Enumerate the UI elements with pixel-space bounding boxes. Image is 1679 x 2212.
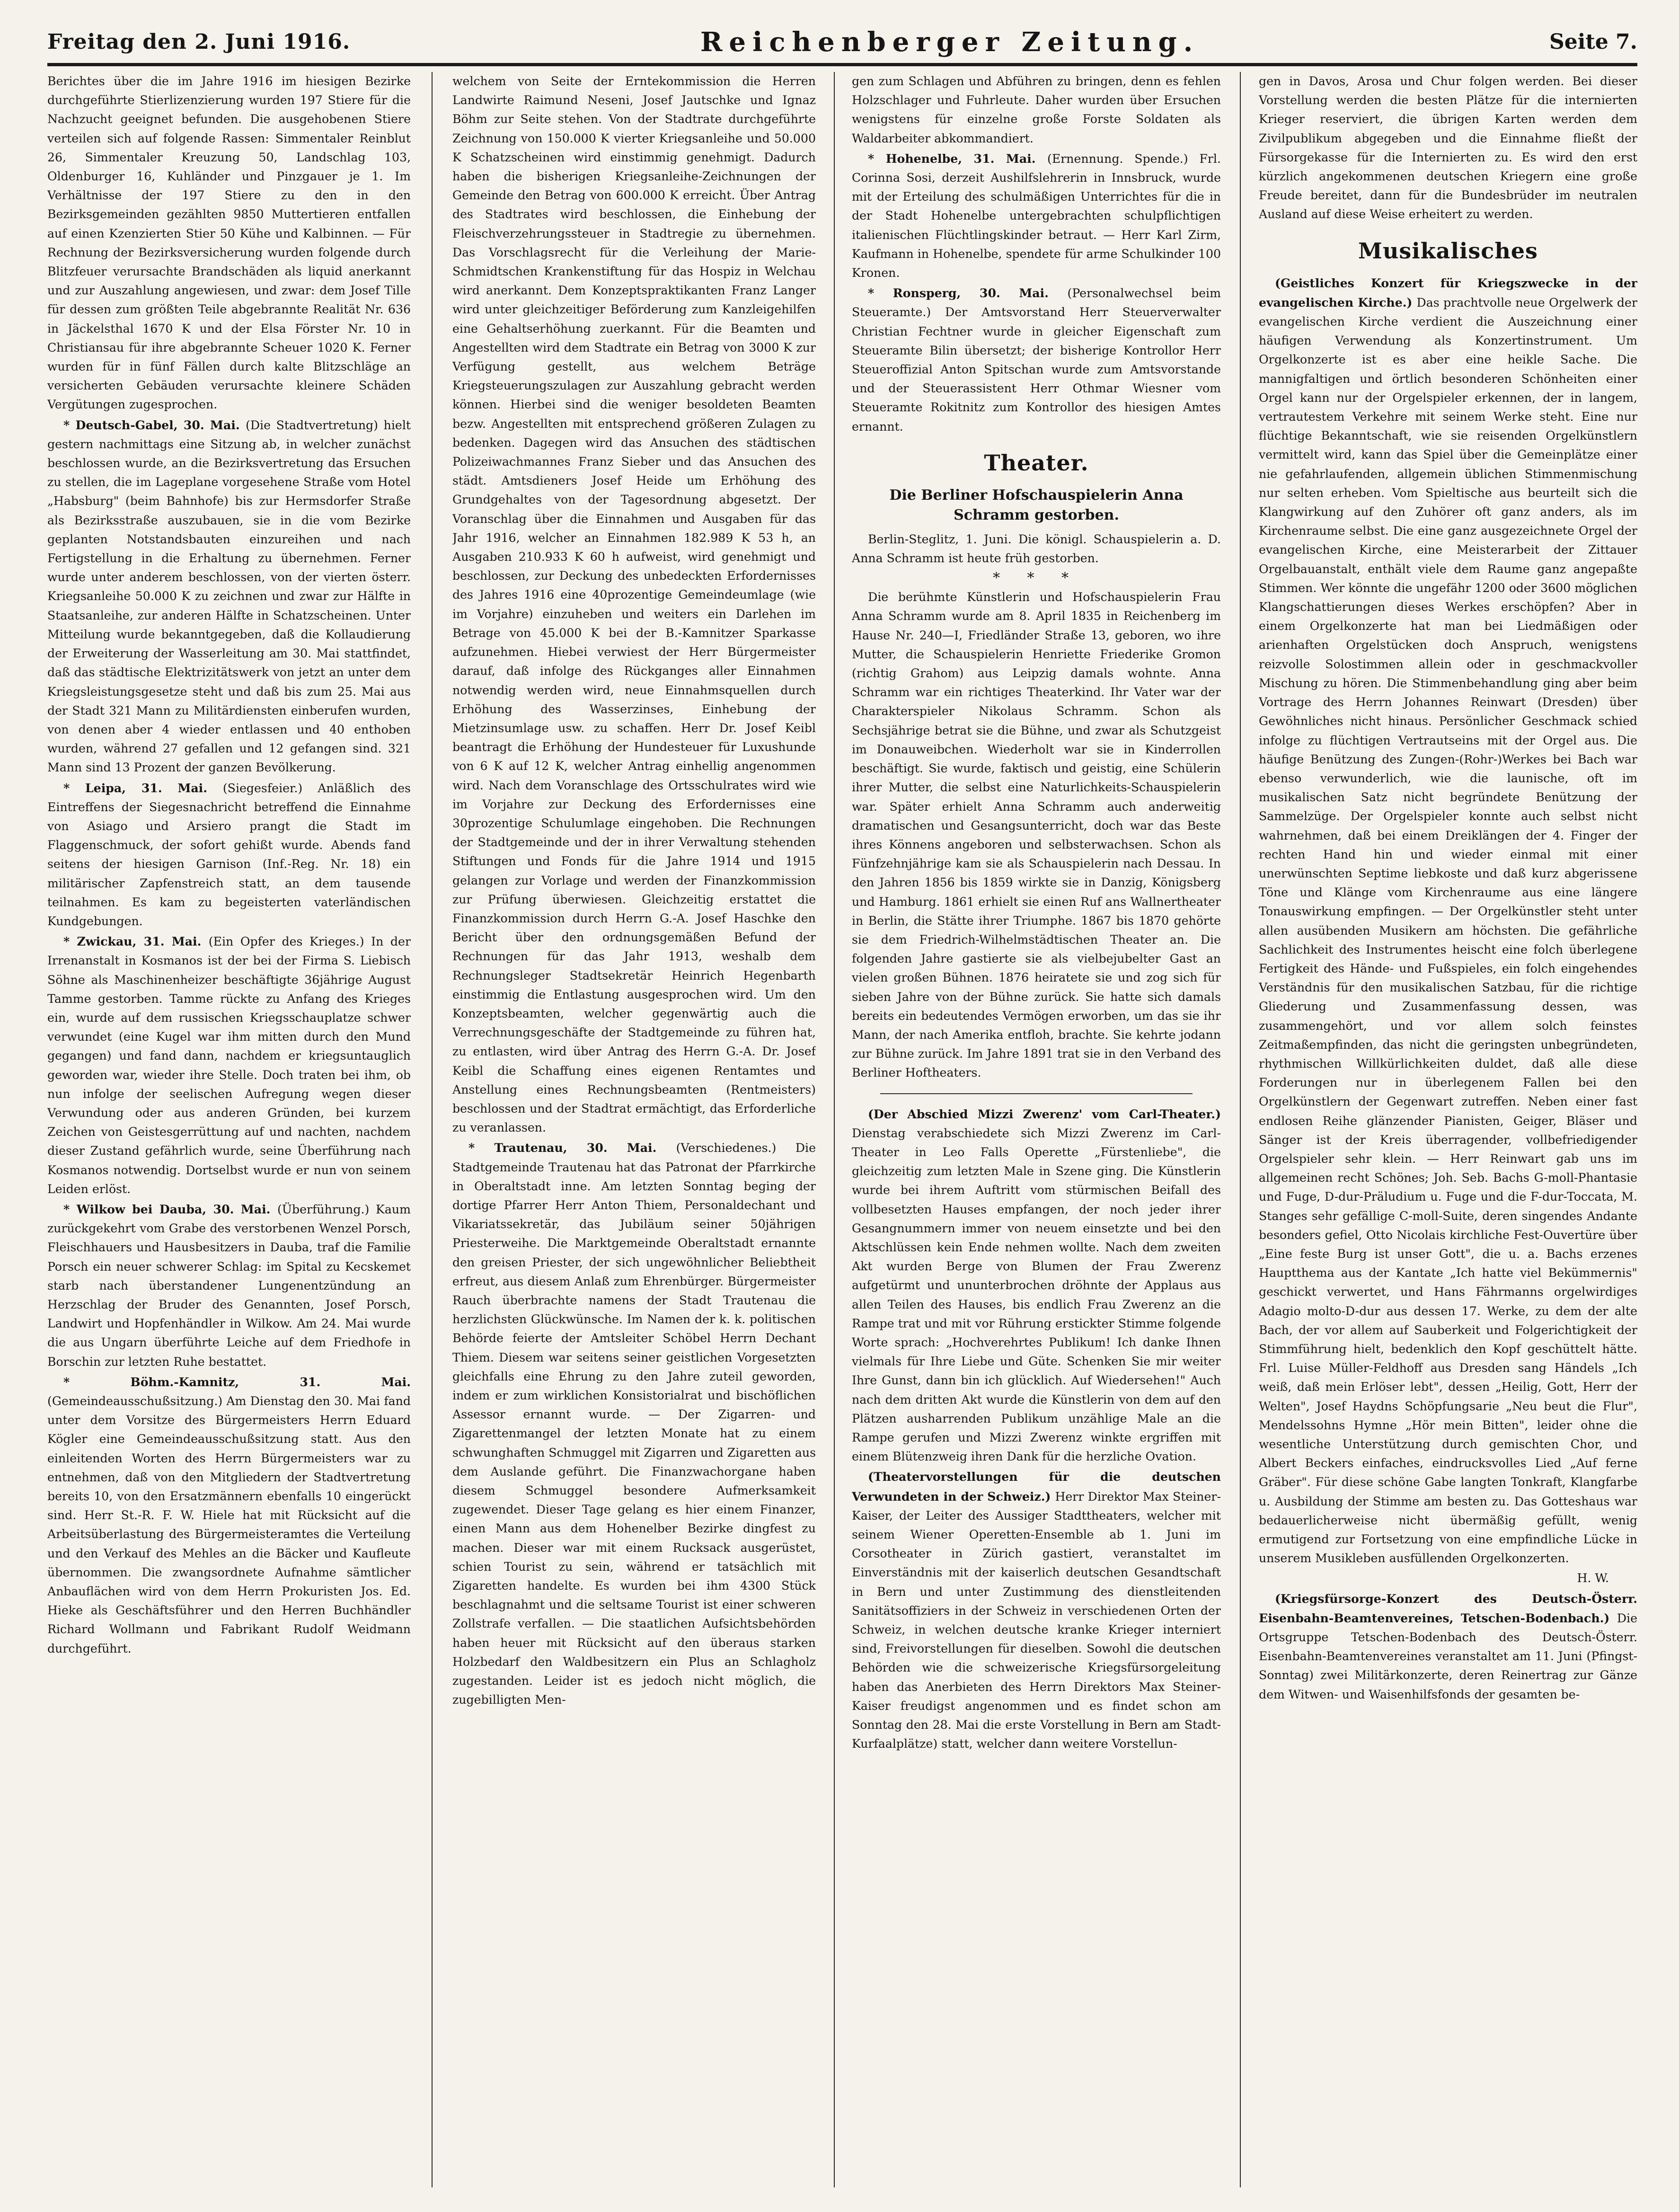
column-rule (1240, 72, 1241, 2187)
page-number: Seite 7. (1549, 30, 1637, 54)
article-text: Das prachtvolle neue Orgelwerk der evangelischen Kirche verdient die Auszeichnung einer häufigen Verwendung als Konzertinstrument. Um Orgelkonzerte ist es aber eine heikle Sache. Die mannigfaltigen und örtlich besonderen Schönheiten einer Orgel kann nur der Orgelspieler erkennen, der in langem, vertrautestem Verkehre mit seinem Werke steht. Eine nur flüchtige Bekanntschaft, wie sie reisenden Orgelkünstlern vermittelt wird, kann das Spiel über die Gemeinplätze einer nie gefahrlaufenden, allgemein üblichen Stimmenmischung nur selten erheben. Vom Spieltische aus beurteilt sich die Klangwirkung auf den Zuhörer oft ganz anders, als im Kirchenraume selbst. Die eine ganz ausgezeichnete Orgel der evangelischen Kirche, eine Meisterarbeit der Zittauer Orgelbauanstalt, enthält viele dem Raume ganz angepaßte Stimmen. Wer könnte die ungefähr 1200 oder 3600 möglichen Klangschattierungen dieses Werkes erschöpfen? Aber in einem Orgelkonzerte hat man bei Liedmäßigen oder arienhaften Orgelstücken doch Anspruch, wenigstens reizvolle Solostimmen allein oder in geschmackvoller Mischung zu hören. Die Stimmenbehandlung ging aber beim Vortrage des Herrn Johannes Reinwart (Dresden) über Gewöhnliches nicht hinaus. Persönlicher Geschmack schied infolge zu flüchtigen Vertrautseins mit der Orgel aus. Die häufige Benützung des Zungen-(Rohr-)Werkes bei Bach war ebenso verwunderlich, wie die launische, oft im musikalischen Satz nicht begründete Benützung der Sammelzüge. Der Orgelspieler konnte auch selbst nicht wahrnehmen, daß bei einem Dreiklängen der 4. Finger der rechten Hand hin und wieder einmal mit einer unerwünschten Septime liebkoste und daß kurz abgerissene Töne und Klänge vom Kirchenraume aus eine längere Tonauswirkung empfingen. — Der Orgelkünstler steht unter allen ausübenden Musikern am höchsten. Die gefährliche Sachlichkeit des Instrumentes heischt eine folch überlegene Fertigkeit des Hände- und Fußspieles, ein folch eingehendes Verständnis für den musikalischen Satzbau, für die richtige Gliederung und Zusammenfassung dessen, was zusammengehört, und vor allem solch feinstes Zeitmaßempfinden, das nicht die geringsten unbegründeten, rhythmischen Willkürlichkeiten duldet, daß alle diese Forderungen nur in überlegenem Fallen bei den Orgelkünstlern der Gegenwart zutreffen. Neben einer fast endlosen Reihe glänzender Pianisten, Geiger, Bläser und Sänger ist der Kreis überragender, vollbefriedigender Orgelspieler sehr klein. — Herr Reinwart gab uns im allgemeinen recht Schönes; Joh. Seb. Bachs G-moll-Phantasie und Fuge, D-dur-Präludium u. Fuge und die F-dur-Toccata, M. Stanges sehr gefällige C-moll-Suite, deren singendes Andante besonders gefiel, Otto Nicolais kirchliche Fest-Ouvertüre über „Eine feste Burg ist unser Gott", die u. a. Bachs erzenes Hauptthema aus der Kantate „Ich hatte viel Bekümmernis" geschickt verwertet, und Hans Fährmanns orgelwirdiges Adagio molto-D-dur aus dessen 17. Werke, zu dem der alte Bach, der vor allem auf Sauberkeit und Folgerichtigkeit der Stimmführung hielt, bedenklich den Kopf geschüttelt hätte. Frl. Luise Müller-Feldhoff aus Dresden sang Händels „Ich weiß, daß mein Erlöser lebt", dessen „Heilig, Gott, Herr der Welten", Josef Haydns Schöpfungsarie „Neu beut die Flur", Mendelssohns Hymne „Hör mein Bitten", leider ohne die wesentliche Unterstützung durch gemischten Chor, und Albert Beckers einfaches, eindrucksvolles Lied „Auf ferne Gräber". Für diese schöne Gabe langten Tonkraft, Klangfarbe u. Ausbildung der Stimme am besten zu. Das Gotteshaus war bedauerlicherweise nicht übermäßig gefüllt, wenig ermutigend zur Fortsetzung von eine empfindliche Lücke in unserem Musikleben ausfüllenden Orgelkonzerten. (1259, 295, 1637, 1566)
article-paragraph (47, 416, 411, 778)
column-2 (452, 72, 816, 2187)
article-paragraph (452, 1138, 816, 1709)
article-text: welchem von Seite der Erntekommission die Herren Landwirte Raimund Neseni, Josef Jautschke und Ignaz Böhm zur Seite stehen. Von der Stadtrate durchgeführte Zeichnung von 150.000 K vierter Kriegsanleihe und 50.000 K Schatzscheinen wird einstimmig genehmigt. Dadurch haben die bisherigen Kriegsanleihe-Zeichnungen der Gemeinde den Betrag von 600.000 K erreicht. Über Antrag des Stadtrates wird beschlossen, die Einhebung der Fleischverzehrungssteuer in Stadtregie zu übernehmen. Das Vorschlagsrecht für die Verleihung der Marie-Schmidtschen Krankenstiftung für das Hospiz in Welchau wird anerkannt. Dem Konzeptspraktikanten Franz Langer wird unter gleichzeitiger Beförderung zum Kanzleigehilfen eine Gehaltserhöhung zuerkannt. Für die Beamten und Angestellten wird dem Stadtrate ein Betrag von 3000 K zur Verfügung gestellt, aus welchem Beträge Kriegsteuerungszulagen zur Auszahlung gebracht werden können. Hierbei sind die weniger besoldeten Beamten bezw. Angestellten mit entsprechend größeren Zulagen zu bedenken. Dagegen wird das Ansuchen des städtischen Polizeiwachmannes Franz Sieber und das Ansuchen des städt. Amtsdieners Josef Heide um Erhöhung des Grundgehaltes von der Tagesordnung abgesetzt. Der Voranschlag über die Einnahmen und Ausgaben für das Jahr 1916, welcher an Einnahmen 182.989 K 53 h, an Ausgaben 210.933 K 60 h aufweist, wird genehmigt und beschlossen, zur Deckung des unbedeckten Erfordernisses des Jahres 1916 eine 40prozentige Gemeindeumlage (wie im Vorjahre) einzuheben und weiters ein Darlehen im Betrage von 45.000 K bei der B.-Kamnitzer Sparkasse aufzunehmen. Hiebei verwiest der Herr Bürgermeister darauf, daß infolge des Rückganges aller Einnahmen notwendig werden wird, neue Einnahmsquellen durch Erhöhung des Wasserzinses, Einhebung der Mietzinsumlage usw. zu schaffen. Herr Dr. Josef Keibl beantragt die Erhöhung der Hundesteuer für Luxushunde von 6 K auf 12 K, welcher Antrag einhellig angenommen wird. Nach dem Voranschlage des Ortsschulrates wird wie im Vorjahre zur Deckung des Erfordernisses eine 30prozentige Schulumlage eingehoben. Die Rechnungen der Stadtgemeinde und der in ihrer Verwaltung stehenden Stiftungen und Fonds für die Jahre 1914 und 1915 gelangen zur Vorlage und werden der Finanzkommission zur Prüfung überwiesen. Gleichzeitig erstattet die Finanzkommission durch Herrn G.-A. Josef Haschke den Bericht über den ordnungsgemäßen Befund der Rechnungen für das Jahr 1913, weshalb dem Rechnungsleger Stadtsekretär Heinrich Hegenbarth einstimmig die Entlastung ausgesprochen wird. Um den Konzeptsbeamten, welcher gegenwärtig auch die Verrechnungsgeschäfte der Stadtgemeinde zu führen hat, zu entlasten, wird über Antrag des Herrn G.-A. Dr. Josef Keibl die Schaffung eines eigenen Rentamtes und Anstellung eines Rechnungsbeamten (Rentmeisters) beschlossen und der Stadtrat ermächtigt, das Erforderliche zu veranlassen. (452, 74, 816, 1135)
article-paragraph (1259, 274, 1637, 1568)
article-text: (Siegesfeier.) Anläßlich des Eintreffens der Siegesnachricht betreffend die Einnahme von Asiago und Arsiero prangt die Stadt im Flaggenschmuck, der sofort gehißt wurde. Abends fand seitens der hiesigen Garnison (Inf.-Reg. Nr. 18) ein militärischer Zapfenstreich statt, an dem tausende teilnahmen. Es kam zu begeisterten vaterländischen Kundgebungen. (47, 781, 411, 928)
article-paragraph (47, 72, 411, 415)
article-text: (Die Stadtvertretung) hielt gestern nachmittags eine Sitzung ab, in welcher zunächst beschlossen wurde, an die Bezirksvertretung das Ersuchen zu stellen, die im Lageplane vorgesehene Straße vom Hotel „Habsburg" (beim Bahnhofe) bis zur Hermsdorfer Straße als Bezirksstraße auszubauen, sie in die vom Bezirke geplanten Notstandsbauten einzureihen und nach Fertigstellung in die Erhaltung zu übernehmen. Ferner wurde unter anderem beschlossen, von der vierten österr. Kriegsanleihe 50.000 K zu zeichnen und zwar zur Hälfte in Staatsanleihe, zur anderen Hälfte in Schatzscheinen. Unter Mitteilung wurde bekanntgegeben, daß die Kollaudierung der Erweiterung der Wasserleitung am 30. Mai stattfindet, daß das städtische Elektrizitätswerk von jetzt an unter dem Kriegsleistungsgesetze steht und daß bis zum 25. Mai aus der Stadt 321 Mann zu Militärdiensten einberufen wurden, von denen aber 4 wieder entlassen und 40 enthoben wurden, während 27 gefallen und 12 gefangen sind. 321 Mann sind 13 Prozent der ganzen Bevölkerung. (47, 418, 411, 775)
article-paragraph (47, 1372, 411, 1658)
section-heading: Musikalisches (1358, 238, 1538, 264)
newspaper-title: Reichenberger Zeitung. (700, 26, 1200, 58)
article-text: Dienstag verabschiedete sich Mizzi Zwerenz im Carl-Theater in Leo Falls Operette „Fürstenliebe", die gleichzeitig zum letzten Male in Szene ging. Die Künstlerin wurde bei ihrem Auftritt vom stürmischen Beifall des vollbesetzten Hauses empfangen, der noch jeder ihrer Gesangnummern immer von neuem einsetzte und bei den Aktschlüssen kein Ende nehmen wollte. Nach dem zweiten Akt wurden Berge von Blumen der Frau Zwerenz aufgetürmt und ununterbrochen dröhnte der Applaus aus allen Teilen des Hauses, bis endlich Frau Zwerenz an die Rampe trat und mit vor Rührung erstickter Stimme folgende Worte sprach: „Hochverehrtes Publikum! Ich danke Ihnen vielmals für Ihre Liebe und Güte. Schenken Sie mir weiter Ihre Gunst, dann bin ich glücklich. Auf Wiedersehen!" Auch nach dem dritten Akt wurde die Künstlerin von dem auf den Plätzen ausharrenden Publikum unzählige Male an die Rampe gerufen und Mizzi Zwerenz winkte ergriffen mit einem Blütenzweig ihren Dank für die herzliche Ovation. (852, 1126, 1221, 1464)
article-dateline: * Zwickau, 31. Mai. (63, 934, 209, 949)
article-dateline: (Der Abschied Mizzi Zwerenz' vom Carl-Theater.) (868, 1106, 1221, 1121)
column-1 (47, 72, 411, 2187)
article-paragraph (47, 932, 411, 1199)
article-dateline: * Ronsperg, 30. Mai. (868, 286, 1068, 301)
article-headline: Die Berliner Hofschauspielerin Anna Schramm gestorben. (889, 487, 1184, 523)
separator-stars: * * * (992, 570, 1080, 587)
article-dateline: * Leipa, 31. Mai. (63, 780, 223, 795)
article-text: Die berühmte Künstlerin und Hofschauspielerin Frau Anna Schramm wurde am 8. April 1835 in Reichenberg im Hause Nr. 240—I, Friedländer Straße 13, geboren, wo ihre Mutter, die Schauspielerin Henriette Friederike Gromon (richtig Grahom) aus Leipzig damals wohnte. Anna Schramm war ein richtiges Theaterkind. Ihr Vater war der Charakterspieler Nikolaus Schramm. Schon als Sechsjährige betrat sie die Bühne, und zwar als Schutzgeist im Donauweibchen. Wiederholt war sie in Kinderrollen beschäftigt. Sie wurde, faktisch und geistig, eine Schülerin ihrer Mutter, die selbst eine Naturlichkeits-Schauspielerin war. Später erhielt Anna Schramm auch anderweitig dramatischen und Gesangsunterricht, doch war das Beste ihres Könnens angeboren und selbsterwachsen. Schon als Fünfzehnjährige kam sie als Schauspielerin nach Dessau. In den Jahren 1856 bis 1859 wirkte sie in Danzig, Königsberg und Hamburg. 1861 erhielt sie einen Ruf ans Wallnertheater in Berlin, die Stätte ihrer Triumphe. 1867 bis 1870 gehörte sie dem Friedrich-Wilhelmstädtischen Theater an. Die folgenden Jahre gastierte sie als vielbejubelter Gast an vielen großen Bühnen. 1876 heiratete sie und zog sich für sieben Jahre von der Bühne zurück. Sie hatte sich damals bereits ein bedeutendes Vermögen erworben, um das sie ihr Mann, der nach Amerika entfloh, brachte. Sie kehrte jodann zur Bühne zurück. Im Jahre 1891 trat sie in den Verband des Berliner Hoftheaters. (852, 590, 1221, 1080)
article-text: (Überführung.) Kaum zurückgekehrt vom Grabe des verstorbenen Wenzel Porsch, Fleischhauers und Hausbesitzers in Dauba, traf die Familie Porsch ein neuer schwerer Schlag: im Spital zu Kecskemet starb nach überstandener Lungenentzündung an Herzschlag der Bruder des Genannten, Josef Porsch, Landwirt und Hopfenhändler in Wilkow. Am 24. Mai wurde die aus Ungarn überführte Leiche auf dem Friedhofe in Borschin zur letzten Ruhe bestattet. (47, 1202, 411, 1369)
article-paragraph (852, 1467, 1221, 1753)
article-paragraph (852, 588, 1221, 1082)
article-dateline: (Geistliches Konzert für Kriegszwecke in der evangelischen Kirche.) (1259, 275, 1637, 310)
article-text: Die Ortsgruppe Tetschen-Bodenbach des Deutsch-Österr. Eisenbahn-Beamtenvereines veranstaltet am 11. Juni (Pfingst-Sonntag) zwei Militärkonzerte, deren Reinertrag zur Gänze dem Witwen- und Waisenhilfsfonds der gesamten be- (1259, 1611, 1637, 1701)
article-text: Herr Direktor Max Steiner-Kaiser, der Leiter des Aussiger Stadttheaters, welcher mit seinem Wiener Operetten-Ensemble ab 1. Juni im Corsotheater in Zürich gastiert, veranstaltet im Einverständnis mit der kaiserlich deutschen Gesandtschaft in Bern und unter Zustimmung des dienstleitenden Sanitätsoffiziers in der Schweiz in verschiedenen Orten der Schweiz, in welchen deutsche kranke Krieger interniert sind, Freivorstellungen für dieselben. Sowohl die deutschen Behörden wie die schweizerische Kriegsfürsorgeleitung haben das Anerbieten des Herrn Direktors Max Steiner-Kaiser freudigst angenommen und es findet schon am Sonntag den 28. Mai die erste Vorstellung in Bern am Stadt-Kurfaalplätze) statt, welcher dann weitere Vorstellun- (852, 1489, 1221, 1751)
article-paragraph (852, 1105, 1221, 1467)
column-4 (1259, 72, 1637, 2187)
masthead (47, 21, 1637, 66)
article-text: (Ernennung. Spende.) Frl. Corinna Sosi, derzeit Aushilfslehrerin in Innsbruck, wurde mit der Erteilung des schulmäßigen Unterrichtes für die in der Stadt Hohenelbe untergebrachten schulpflichtigen italienischen Flüchtlingskinder betraut. — Herr Karl Zirm, Kaufmann in Hohenelbe, spendete für arme Schulkinder 100 Kronen. (852, 151, 1221, 280)
issue-date: Freitag den 2. Juni 1916. (47, 30, 351, 54)
article-paragraph (47, 779, 411, 931)
article-text: (Gemeindeausschußsitzung.) Am Dienstag den 30. Mai fand unter dem Vorsitze des Bürgermeisters Herrn Eduard Kögler eine Gemeindeausschußsitzung statt. Aus den einleitenden Worten des Herrn Bürgermeisters war zu entnehmen, daß von den Mitgliedern der Stadtvertretung bereits 10, von den Ersatzmännern ebenfalls 10 eingerückt sind. Herr St.-R. F. W. Hiele hat mit Rücksicht auf die Arbeitsüberlastung des Bürgermeisteramtes die Verteilung und den Verkauf des Mehles an die Bäcker und Kaufleute übernommen. Die zwangsordnete Aufnahme sämtlicher Anbauflächen wird von dem Herrn Prokuristen Jos. Ed. Hieke als Geschäftsführer und den Herren Buchhändler Richard Wollmann und Fabrikant Rudolf Weidmann durchgeführt. (47, 1394, 411, 1655)
article-text: (Personalwechsel beim Steueramte.) Der Amtsvorstand Herr Steuerverwalter Christian Fechtner wurde in gleicher Eigenschaft zum Steueramte Bilin übersetzt; der bisherige Kontrollor Herr Steueroffizial Anton Spitschan wurde zum Amtsvorstande und der Steuerassistent Herr Othmar Wiesner vom Steueramte Rokitnitz zum Kontrollor des hiesigen Amtes ernannt. (852, 286, 1221, 434)
article-text: (Ein Opfer des Krieges.) In der Irrenanstalt in Kosmanos ist der bei der Firma S. Liebisch Söhne als Maschinenheizer beschäftigte 36jährige August Tamme gestorben. Tamme rückte zu Anfang des Krieges ein, wurde auf dem russischen Kriegsschauplatze schwer verwundet (eine Kugel war ihm mitten durch den Mund gegangen) und fand dann, nachdem er kriegsuntauglich geworden war, wieder ihre Stelle. Doch traten bei ihm, ob nun infolge der seelischen Aufregung wegen dieser Verwundung oder aus anderen Gründen, bei kurzem Zeichen von Geistesgerrüttung auf und nachten, nachdem dieser Zustand gefährlich wurde, seine Überführung nach Kosmanos notwendig. Dortselbst wurde er nun von seinem Leiden erlöst. (47, 935, 411, 1196)
article-columns (47, 72, 1637, 2187)
article-divider (880, 1093, 1193, 1094)
article-text: (Verschiedenes.) Die Stadtgemeinde Trautenau hat das Patronat der Pfarrkirche in Oberaltstadt inne. Am letzten Sonntag beging der dortige Pfarrer Herr Anton Thiem, Personaldechant und Vikariatssekretär, das Jubiläum seiner 50jährigen Priesterweihe. Die Marktgemeinde Oberaltstadt ernannte den greisen Priester, der sich ungewöhnlicher Beliebtheit erfreut, aus diesem Anlaß zum Ehrenbürger. Bürgermeister Rauch überbrachte namens der Stadt Trautenau die herzlichsten Glückwünsche. Im Namen der k. k. politischen Behörde feierte der Amtsleiter Schöbel Herrn Dechant Thiem. Diesem war seitens seiner geistlichen Vorgesetzten gleichfalls eine Ehrung zu den Jahre zuteil geworden, indem er zum wirklichen Konsistorialrat und bischöflichen Assessor ernannt wurde. — Der Zigarren- und Zigarettenmangel der letzten Monate hat zu einem schwunghaften Schmuggel mit Zigarren und Zigaretten aus dem Auslande geführt. Die Finanzwachorgane haben diesem Schmuggel besondere Aufmerksamkeit zugewendet. Dieser Tage gelang es hier einem Finanzer, einen Mann aus dem Hohenelber Bezirke dingfest zu machen. Dieser war mit einem Rucksack ausgerüstet, schien Tourist zu sein, während er tatsächlich mit Zigaretten handelte. Es wurden bei ihm 4300 Stück beschlagnahmt und die seltsame Tourist ist einer schweren Zollstrafe verfallen. — Die staatlichen Aufsichtsbehörden haben heuer mit Rücksicht auf den überaus starken Holzbedarf den Waldbesitzern ein Plus an Schlagholz zugestanden. Leider ist es jedoch nicht möglich, die zugebilligten Men- (452, 1141, 816, 1707)
article-paragraph (452, 72, 816, 1137)
article-paragraph (852, 149, 1221, 283)
article-paragraph (852, 72, 1221, 148)
article-dateline: (Kriegsfürsorge-Konzert des Deutsch-Österr. Eisenbahn-Beamtenvereines, Tetschen-Bodenbach.) (1259, 1591, 1637, 1625)
column-rule (432, 72, 433, 2187)
article-dateline: * Deutsch-Gabel, 30. Mai. (63, 417, 246, 432)
column-rule (834, 72, 835, 2187)
article-dateline: * Wilkow bei Dauba, 30. Mai. (63, 1202, 277, 1216)
article-dateline: * Trautenau, 30. Mai. (468, 1141, 676, 1155)
section-heading: Theater. (984, 450, 1089, 476)
article-paragraph (47, 1200, 411, 1371)
author-signature: H. W. (1577, 1571, 1609, 1585)
column-3 (852, 72, 1221, 2187)
article-paragraph (1259, 1589, 1637, 1704)
article-paragraph (852, 530, 1221, 568)
article-paragraph (852, 283, 1221, 436)
article-dateline: (Theatervorstellungen für die deutschen Verwundeten in der Schweiz.) (852, 1469, 1221, 1504)
article-paragraph (1259, 72, 1637, 224)
article-text: Berlin-Steglitz, 1. Juni. Die königl. Schauspielerin a. D. Anna Schramm ist heute früh gestorben. (852, 532, 1221, 566)
article-text: gen in Davos, Arosa und Chur folgen werden. Bei dieser Vorstellung werden die besten Plätze für die internierten Krieger reserviert, die übrigen Karten werden dem Zivilpublikum abgegeben und die Einnahme fließt der Fürsorgekasse für die Internierten zu. Es wird den erst kürzlich angekommenen deutschen Kriegern eine große Freude bereitet, dann für die Bundesbrüder im neutralen Ausland auf diese Weise erheitert zu werden. (1259, 74, 1637, 221)
article-text: gen zum Schlagen und Abführen zu bringen, denn es fehlen Holzschlager und Fuhrleute. Daher wurden über Ersuchen wenigstens für einzelne große Forste Soldaten als Waldarbeiter abkommandiert. (852, 74, 1221, 145)
article-dateline: * Hohenelbe, 31. Mai. (868, 151, 1048, 166)
article-dateline: * Böhm.-Kamnitz, 31. Mai. (63, 1374, 411, 1389)
article-text: Berichtes über die im Jahre 1916 im hiesigen Bezirke durchgeführte Stierlizenzierung wurden 197 Stiere für die Nachzucht geeignet befunden. Die ausgehobenen Stiere verteilen sich auf folgende Rassen: Simmentaler Reinblut 26, Simmentaler Kreuzung 50, Landschlag 103, Oldenburger 16, Kuhländer und Pinzgauer je 1. Im Verhältnisse der 197 Stiere zu den in den Bezirksgemeinden gezählten 9850 Muttertieren entfallen auf einen Kzenzierten Stier 50 Kühe und Kalbinnen. — Für Rechnung der Bezirksversicherung wurden folgende durch Blitzfeuer verursachte Brandschäden als liquid anerkannt und zur Auszahlung angewiesen, und zwar: dem Josef Tille für dessen zum größten Teile abgebrannte Realität Nr. 636 in Jäckelsthal 1670 K und der Elsa Förster Nr. 10 in Christiansau für ihre abgebrannte Scheuer 1020 K. Ferner wurden für in fünf Fällen durch kalte Blitzschläge an versicherten Gebäuden verursachte kleinere Schäden Vergütungen zugesprochen. (47, 74, 411, 412)
